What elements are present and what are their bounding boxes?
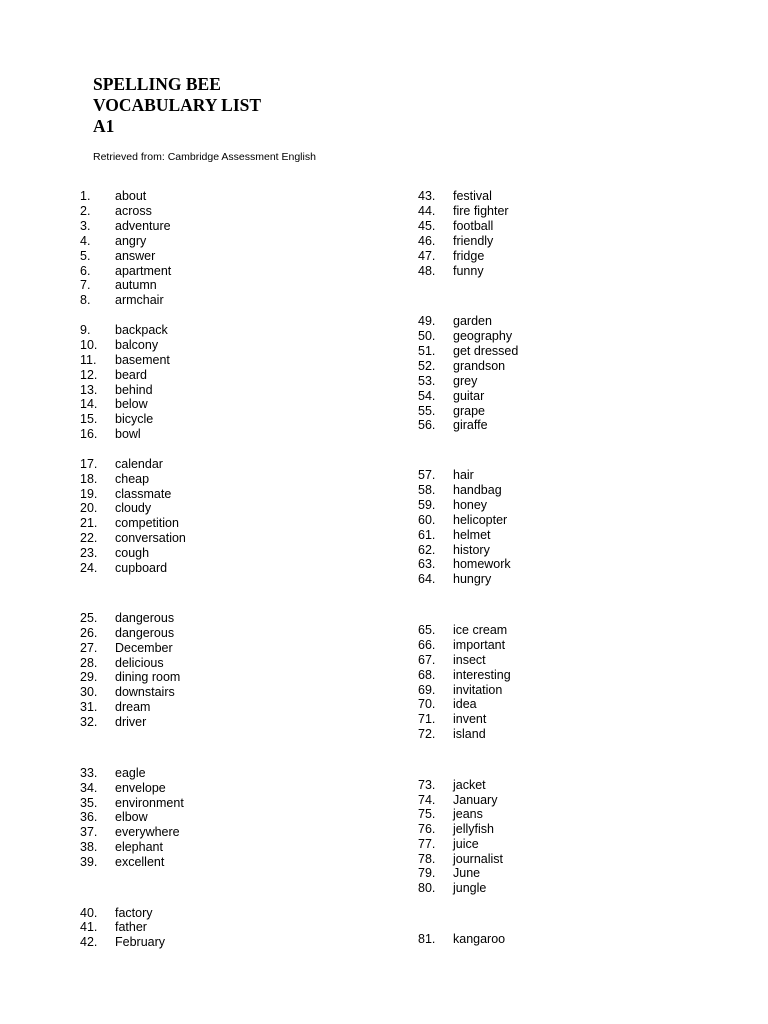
item-number: 71. xyxy=(418,712,436,726)
vocabulary-word: calendar xyxy=(115,457,163,471)
title-line-1: SPELLING BEE xyxy=(93,74,221,94)
item-number: 9. xyxy=(80,323,91,337)
item-number: 15. xyxy=(80,412,98,426)
vocabulary-word: helmet xyxy=(453,528,491,542)
item-number: 8. xyxy=(80,293,91,307)
item-number: 57. xyxy=(418,468,436,482)
item-number: 55. xyxy=(418,404,436,418)
vocabulary-word: grey xyxy=(453,374,478,388)
vocabulary-word: beard xyxy=(115,368,147,382)
item-number: 13. xyxy=(80,383,98,397)
item-number: 16. xyxy=(80,427,98,441)
vocabulary-word: backpack xyxy=(115,323,168,337)
item-number: 27. xyxy=(80,641,98,655)
vocabulary-word: juice xyxy=(453,837,479,851)
item-number: 10. xyxy=(80,338,98,352)
vocabulary-word: cough xyxy=(115,546,150,560)
item-number: 80. xyxy=(418,881,436,895)
vocabulary-word: hungry xyxy=(453,572,492,586)
item-number: 25. xyxy=(80,611,98,625)
item-number: 33. xyxy=(80,766,98,780)
item-number: 42. xyxy=(80,935,98,949)
vocabulary-word: festival xyxy=(453,189,492,203)
vocabulary-word: balcony xyxy=(115,338,159,352)
vocabulary-word: get dressed xyxy=(453,344,519,358)
item-number: 63. xyxy=(418,557,436,571)
vocabulary-word: autumn xyxy=(115,278,157,292)
vocabulary-word: June xyxy=(453,866,481,880)
item-number: 31. xyxy=(80,700,98,714)
item-number: 39. xyxy=(80,855,98,869)
vocabulary-word: history xyxy=(453,543,490,557)
item-number: 18. xyxy=(80,472,98,486)
item-number: 50. xyxy=(418,329,436,343)
vocabulary-word: elephant xyxy=(115,840,163,854)
vocabulary-word: environment xyxy=(115,796,184,810)
item-number: 12. xyxy=(80,368,98,382)
item-number: 4. xyxy=(80,234,91,248)
item-number: 61. xyxy=(418,528,436,542)
item-number: 81. xyxy=(418,932,436,946)
item-number: 62. xyxy=(418,543,436,557)
item-number: 65. xyxy=(418,623,436,637)
item-number: 22. xyxy=(80,531,98,545)
vocabulary-word: cheap xyxy=(115,472,150,486)
item-number: 64. xyxy=(418,572,436,586)
vocabulary-word: interesting xyxy=(453,668,511,682)
vocabulary-word: guitar xyxy=(453,389,485,403)
item-number: 69. xyxy=(418,683,436,697)
vocabulary-word: kangaroo xyxy=(453,932,506,946)
vocabulary-word: invitation xyxy=(453,683,503,697)
vocabulary-word: factory xyxy=(115,906,153,920)
item-number: 44. xyxy=(418,204,436,218)
item-number: 38. xyxy=(80,840,98,854)
title-line-2: VOCABULARY LIST xyxy=(93,95,262,115)
item-number: 70. xyxy=(418,697,436,711)
vocabulary-word: eagle xyxy=(115,766,146,780)
item-number: 24. xyxy=(80,561,98,575)
vocabulary-word: dangerous xyxy=(115,611,175,625)
item-number: 32. xyxy=(80,715,98,729)
item-number: 3. xyxy=(80,219,91,233)
item-number: 23. xyxy=(80,546,98,560)
vocabulary-word: jacket xyxy=(453,778,486,792)
item-number: 59. xyxy=(418,498,436,512)
item-number: 36. xyxy=(80,810,98,824)
item-number: 41. xyxy=(80,920,98,934)
vocabulary-word: funny xyxy=(453,264,484,278)
vocabulary-word: behind xyxy=(115,383,153,397)
item-number: 60. xyxy=(418,513,436,527)
item-number: 46. xyxy=(418,234,436,248)
item-number: 28. xyxy=(80,656,98,670)
vocabulary-word: December xyxy=(115,641,173,655)
vocabulary-word: jellyfish xyxy=(453,822,494,836)
vocabulary-word: geography xyxy=(453,329,513,343)
item-number: 47. xyxy=(418,249,436,263)
item-number: 26. xyxy=(80,626,98,640)
title-line-3: A1 xyxy=(93,116,115,136)
vocabulary-word: adventure xyxy=(115,219,171,233)
vocabulary-word: jungle xyxy=(453,881,487,895)
item-number: 14. xyxy=(80,397,98,411)
vocabulary-word: insect xyxy=(453,653,486,667)
item-number: 37. xyxy=(80,825,98,839)
item-number: 17. xyxy=(80,457,98,471)
item-number: 11. xyxy=(80,353,97,367)
item-number: 19. xyxy=(80,487,98,501)
source-note: Retrieved from: Cambridge Assessment English xyxy=(93,151,316,163)
item-number: 20. xyxy=(80,501,98,515)
item-number: 45. xyxy=(418,219,436,233)
item-number: 74. xyxy=(418,793,436,807)
item-number: 58. xyxy=(418,483,436,497)
item-number: 51. xyxy=(418,344,436,358)
item-number: 40. xyxy=(80,906,98,920)
vocabulary-word: grape xyxy=(453,404,485,418)
vocabulary-word: ice cream xyxy=(453,623,508,637)
document-title xyxy=(93,74,261,137)
item-number: 52. xyxy=(418,359,436,373)
vocabulary-word: giraffe xyxy=(453,418,488,432)
item-number: 66. xyxy=(418,638,436,652)
vocabulary-word: garden xyxy=(453,314,492,328)
vocabulary-word: across xyxy=(115,204,152,218)
vocabulary-word: below xyxy=(115,397,148,411)
item-number: 49. xyxy=(418,314,436,328)
item-number: 29. xyxy=(80,670,98,684)
item-number: 53. xyxy=(418,374,436,388)
item-number: 77. xyxy=(418,837,436,851)
item-number: 21. xyxy=(80,516,98,530)
vocabulary-word: dangerous xyxy=(115,626,175,640)
vocabulary-word: bowl xyxy=(115,427,141,441)
vocabulary-word: island xyxy=(453,727,486,741)
vocabulary-word: honey xyxy=(453,498,488,512)
vocabulary-word: invent xyxy=(453,712,487,726)
vocabulary-word: handbag xyxy=(453,483,502,497)
vocabulary-word: journalist xyxy=(453,852,504,866)
vocabulary-word: answer xyxy=(115,249,156,263)
item-number: 1. xyxy=(80,189,91,203)
vocabulary-word: helicopter xyxy=(453,513,508,527)
item-number: 54. xyxy=(418,389,436,403)
vocabulary-word: father xyxy=(115,920,147,934)
vocabulary-word: dream xyxy=(115,700,151,714)
item-number: 34. xyxy=(80,781,98,795)
vocabulary-word: downstairs xyxy=(115,685,175,699)
vocabulary-word: apartment xyxy=(115,264,172,278)
item-number: 35. xyxy=(80,796,98,810)
item-number: 5. xyxy=(80,249,91,263)
vocabulary-word: idea xyxy=(453,697,477,711)
vocabulary-word: cupboard xyxy=(115,561,168,575)
item-number: 73. xyxy=(418,778,436,792)
vocabulary-word: driver xyxy=(115,715,147,729)
vocabulary-word: envelope xyxy=(115,781,166,795)
vocabulary-word: friendly xyxy=(453,234,494,248)
item-number: 6. xyxy=(80,264,91,278)
item-number: 67. xyxy=(418,653,436,667)
item-number: 56. xyxy=(418,418,436,432)
item-number: 78. xyxy=(418,852,436,866)
vocabulary-word: bicycle xyxy=(115,412,154,426)
item-number: 72. xyxy=(418,727,436,741)
item-number: 43. xyxy=(418,189,436,203)
item-number: 2. xyxy=(80,204,91,218)
vocabulary-word: dining room xyxy=(115,670,181,684)
vocabulary-word: football xyxy=(453,219,494,233)
item-number: 76. xyxy=(418,822,436,836)
vocabulary-word: January xyxy=(453,793,498,807)
item-number: 68. xyxy=(418,668,436,682)
vocabulary-word: competition xyxy=(115,516,179,530)
vocabulary-word: fridge xyxy=(453,249,485,263)
vocabulary-word: jeans xyxy=(453,807,483,821)
vocabulary-word: armchair xyxy=(115,293,164,307)
vocabulary-word: delicious xyxy=(115,656,164,670)
vocabulary-word: hair xyxy=(453,468,474,482)
vocabulary-word: cloudy xyxy=(115,501,152,515)
vocabulary-word: angry xyxy=(115,234,147,248)
vocabulary-word: classmate xyxy=(115,487,172,501)
vocabulary-word: fire fighter xyxy=(453,204,509,218)
vocabulary-word: everywhere xyxy=(115,825,180,839)
item-number: 48. xyxy=(418,264,436,278)
item-number: 7. xyxy=(80,278,91,292)
vocabulary-word: elbow xyxy=(115,810,148,824)
item-number: 75. xyxy=(418,807,436,821)
item-number: 79. xyxy=(418,866,436,880)
vocabulary-word: excellent xyxy=(115,855,165,869)
vocabulary-word: about xyxy=(115,189,147,203)
item-number: 30. xyxy=(80,685,98,699)
vocabulary-word: basement xyxy=(115,353,170,367)
vocabulary-word: homework xyxy=(453,557,511,571)
vocabulary-word: grandson xyxy=(453,359,506,373)
vocabulary-word: conversation xyxy=(115,531,186,545)
vocabulary-word: February xyxy=(115,935,166,949)
vocabulary-word: important xyxy=(453,638,506,652)
